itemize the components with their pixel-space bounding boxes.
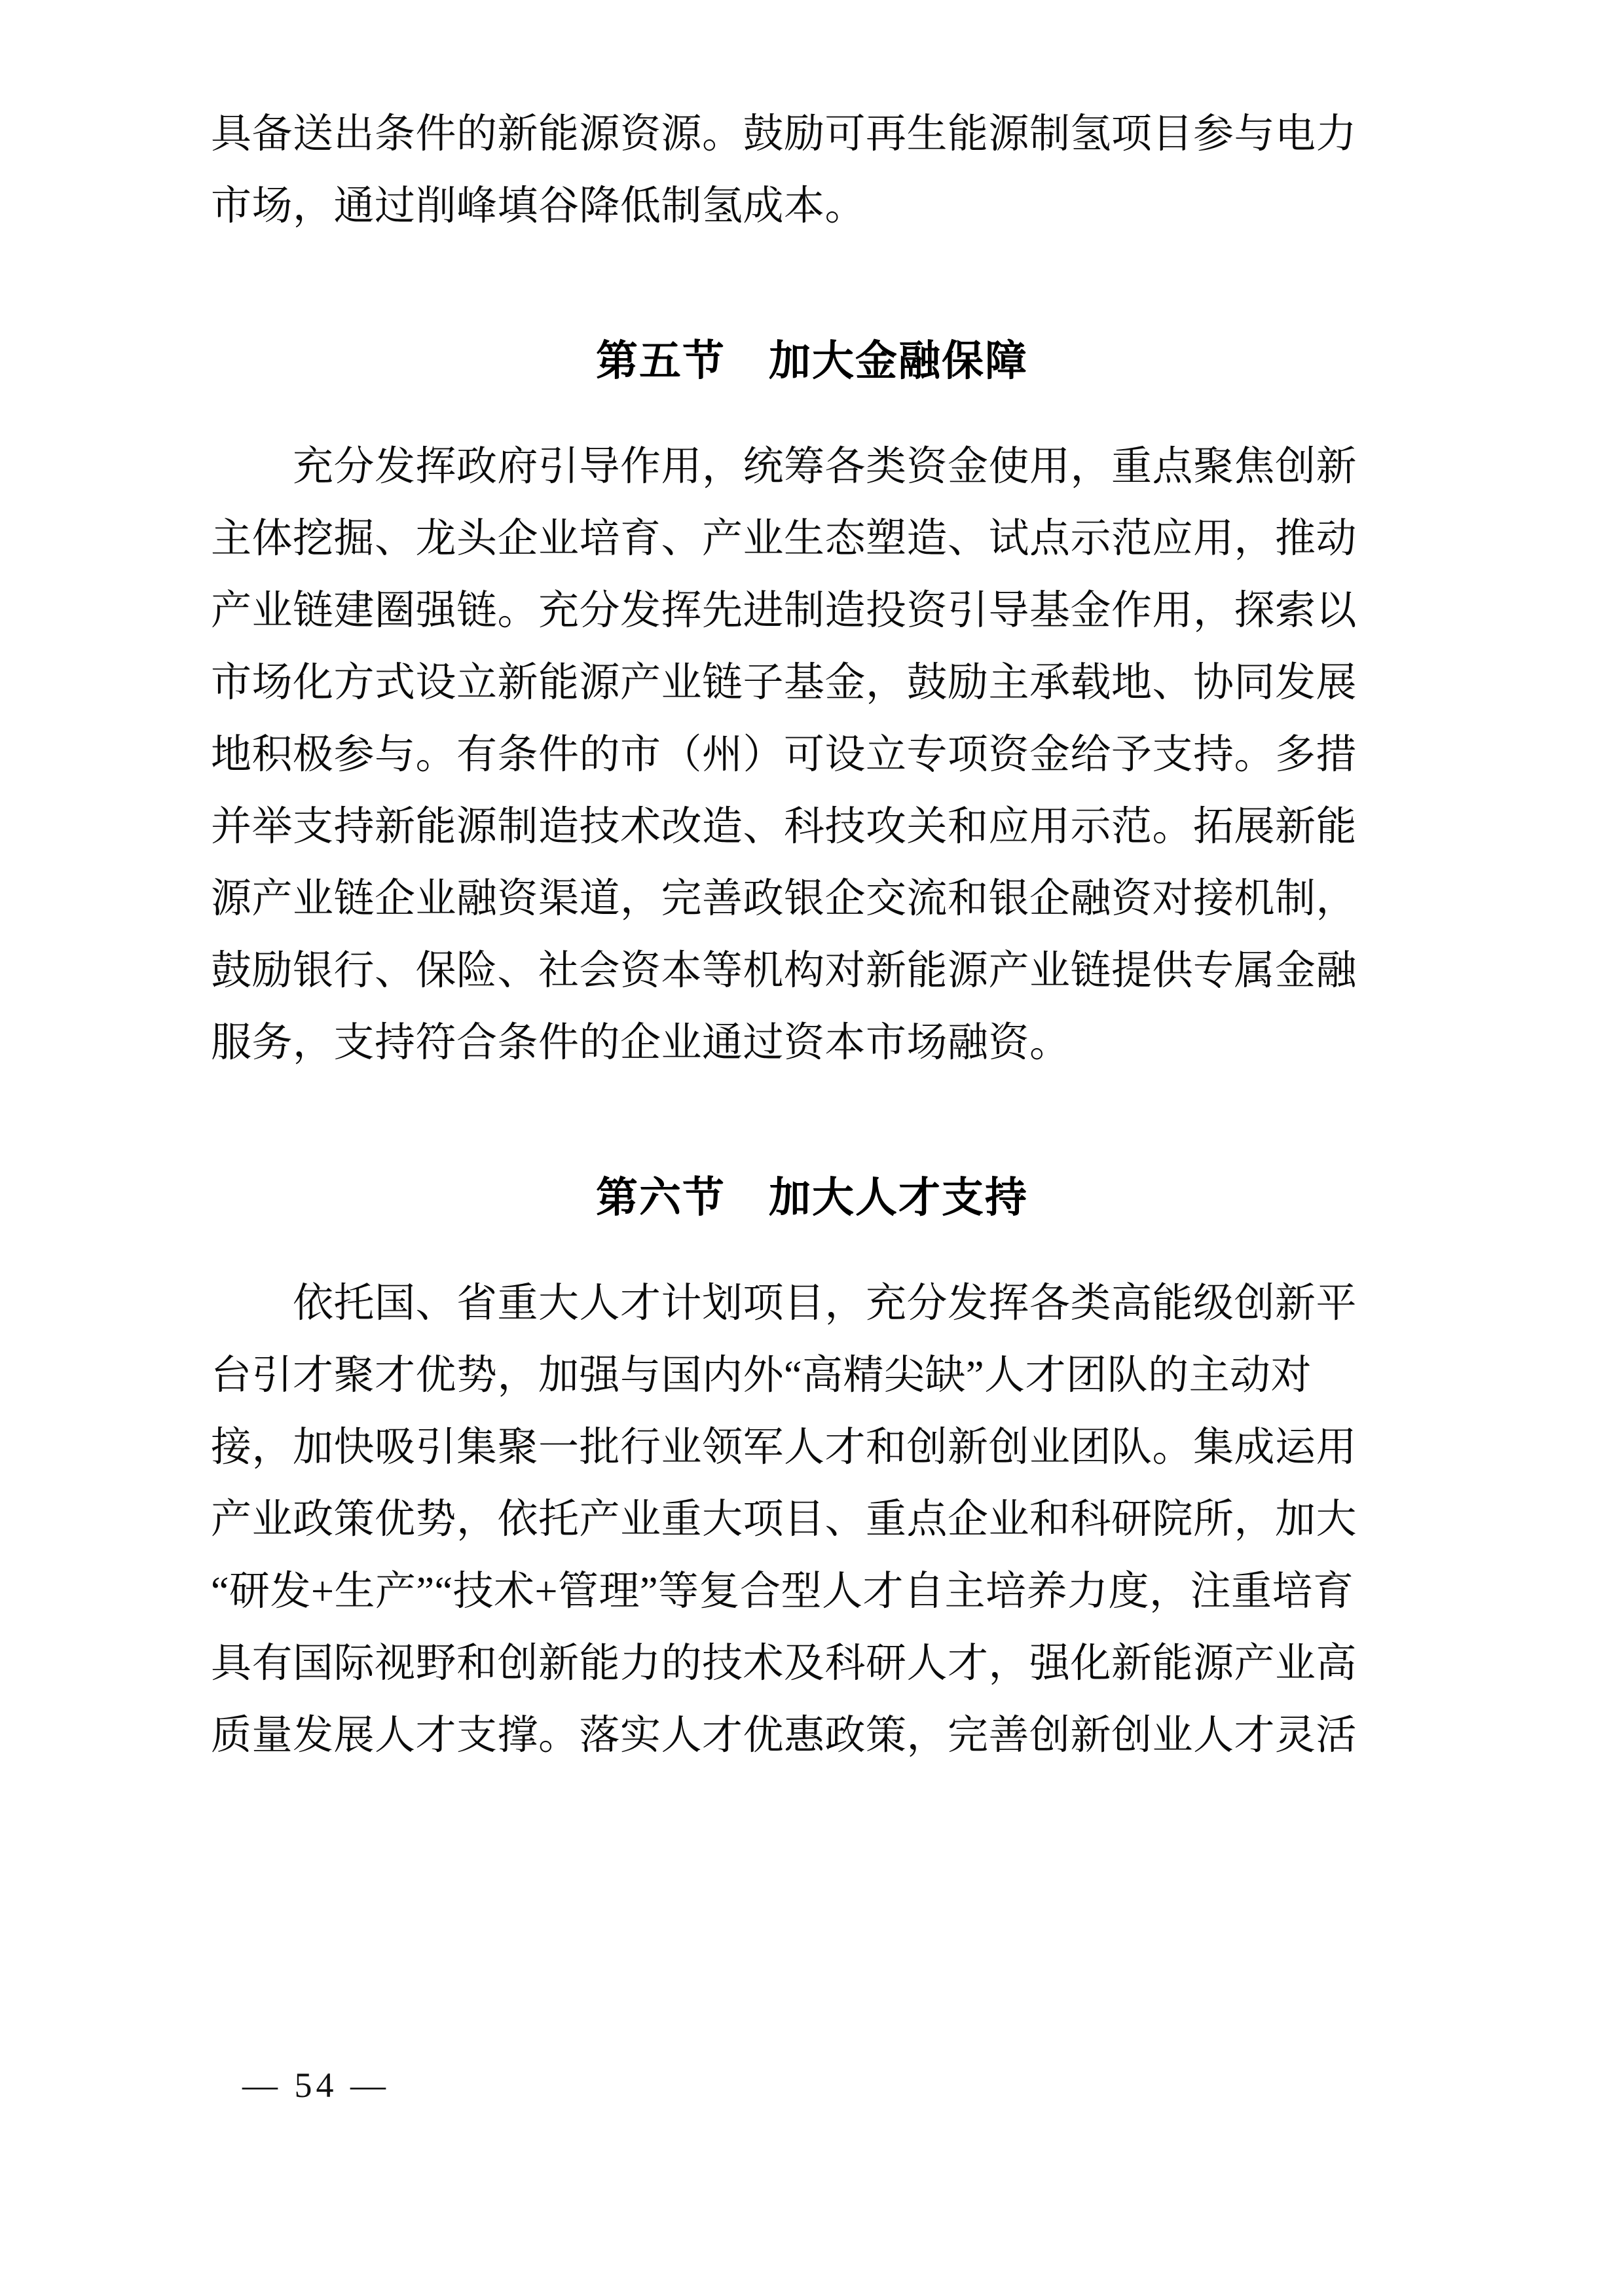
paragraph-line: 鼓励银行、保险、社会资本等机构对新能源产业链提供专属金融: [211, 949, 1357, 993]
paragraph-line: 产业政策优势，依托产业重大项目、重点企业和科研院所，加大: [211, 1497, 1357, 1542]
page-footer: [211, 2062, 1413, 2108]
paragraph-line: 主体挖掘、龙头企业培育、产业生态塑造、试点示范应用，推动: [211, 517, 1357, 561]
section-heading-five: 第五节 加大金融保障: [596, 337, 1028, 384]
paragraph-line: 地积极参与。有条件的市（州）可设立专项资金给予支持。多措: [211, 733, 1357, 777]
paragraph-line: 具备送出条件的新能源资源。鼓励可再生能源制氢项目参与电力: [211, 112, 1357, 156]
page-number: — 54 —: [242, 2066, 390, 2105]
spacer: [211, 1079, 1413, 1161]
paragraph-line: 并举支持新能源制造技术改造、科技攻关和应用示范。拓展新能: [211, 805, 1357, 849]
paragraph-line: 服务，支持符合条件的企业通过资本市场融资。: [211, 1021, 1071, 1065]
section-heading-six: 第六节 加大人才支持: [596, 1174, 1028, 1221]
section-five-paragraph: [211, 431, 1413, 1079]
paragraph-line: 具有国际视野和创新能力的技术及科研人才，强化新能源产业高: [211, 1641, 1357, 1686]
paragraph-line: 市场，通过削峰填谷降低制氢成本。: [211, 184, 866, 228]
paragraph-line: 产业链建圈强链。充分发挥先进制造投资引导基金作用，探索以: [211, 589, 1357, 633]
paragraph-line: “研发+生产”“技术+管理”等复合型人才自主培养力度，注重培育: [211, 1569, 1354, 1614]
spacer: [211, 242, 1413, 325]
spacer: [211, 1233, 1413, 1267]
paragraph-line: 源产业链企业融资渠道，完善政银企交流和银企融资对接机制，: [211, 877, 1357, 921]
paragraph-line: 充分发挥政府引导作用，统筹各类资金使用，重点聚焦创新: [211, 445, 1357, 489]
text-column: [211, 98, 1413, 1772]
paragraph-line: 依托国、省重大人才计划项目，充分发挥各类高能级创新平: [211, 1281, 1357, 1326]
paragraph-line: 接，加快吸引集聚一批行业领军人才和创新创业团队。集成运用: [211, 1425, 1357, 1470]
paragraph-line: 质量发展人才支撑。落实人才优惠政策，完善创新创业人才灵活: [211, 1713, 1357, 1758]
section-six-paragraph: [211, 1267, 1413, 1772]
paragraph-line: 市场化方式设立新能源产业链子基金，鼓励主承载地、协同发展: [211, 661, 1357, 705]
spacer: [211, 397, 1413, 431]
paragraph-line: 台引才聚才优势，加强与国内外“高精尖缺”人才团队的主动对: [211, 1353, 1312, 1398]
paragraph-continuation: [211, 98, 1413, 242]
